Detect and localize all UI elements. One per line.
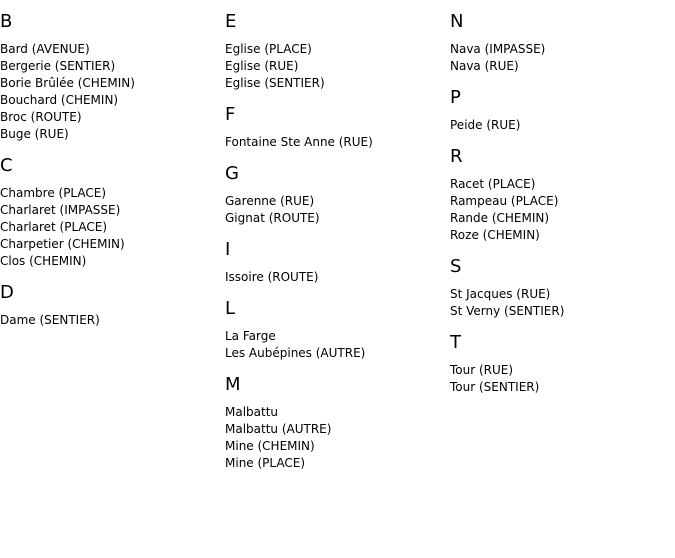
street-link[interactable]: St Jacques (RUE) bbox=[450, 287, 551, 301]
index-column-2 bbox=[225, 11, 445, 484]
street-link[interactable]: Roze (CHEMIN) bbox=[450, 228, 540, 242]
index-column-1 bbox=[0, 11, 220, 341]
street-link[interactable]: Garenne (RUE) bbox=[225, 194, 315, 208]
street-list bbox=[225, 328, 445, 362]
street-list bbox=[0, 312, 220, 329]
letter-heading: G bbox=[225, 163, 239, 184]
street-link[interactable]: Rampeau (PLACE) bbox=[450, 194, 559, 208]
letter-group-f bbox=[225, 104, 445, 151]
letter-group-i bbox=[225, 239, 445, 286]
street-list bbox=[225, 134, 445, 151]
street-link[interactable]: Tour (SENTIER) bbox=[450, 380, 540, 394]
street-list bbox=[0, 185, 220, 270]
street-link[interactable]: Chambre (PLACE) bbox=[0, 186, 107, 200]
letter-heading: F bbox=[225, 104, 236, 125]
letter-group-m bbox=[225, 374, 445, 472]
index-column-3 bbox=[450, 11, 670, 408]
letter-heading: E bbox=[225, 11, 237, 32]
street-link[interactable]: Buge (RUE) bbox=[0, 127, 69, 141]
letter-heading: D bbox=[0, 282, 14, 303]
street-link[interactable]: Nava (RUE) bbox=[450, 59, 519, 73]
letter-heading: P bbox=[450, 87, 461, 108]
street-list bbox=[450, 362, 670, 396]
street-link[interactable]: Bouchard (CHEMIN) bbox=[0, 93, 119, 107]
street-list bbox=[450, 41, 670, 75]
street-link[interactable]: Charlaret (IMPASSE) bbox=[0, 203, 121, 217]
letter-group-b bbox=[0, 11, 220, 143]
letter-heading: N bbox=[450, 11, 464, 32]
street-link[interactable]: Mine (PLACE) bbox=[225, 456, 306, 470]
letter-heading: M bbox=[225, 374, 241, 395]
street-link[interactable]: Issoire (ROUTE) bbox=[225, 270, 319, 284]
letter-heading: C bbox=[0, 155, 13, 176]
street-link[interactable]: Peide (RUE) bbox=[450, 118, 521, 132]
letter-heading: L bbox=[225, 298, 236, 319]
street-link[interactable]: Malbattu (AUTRE) bbox=[225, 422, 332, 436]
street-link[interactable]: Mine (CHEMIN) bbox=[225, 439, 315, 453]
letter-group-g bbox=[225, 163, 445, 227]
street-link[interactable]: Les Aubépines (AUTRE) bbox=[225, 346, 366, 360]
street-link[interactable]: Borie Brûlée (CHEMIN) bbox=[0, 76, 135, 90]
letter-group-r bbox=[450, 146, 670, 244]
street-link[interactable]: Eglise (RUE) bbox=[225, 59, 299, 73]
street-link[interactable]: Bard (AVENUE) bbox=[0, 42, 90, 56]
street-list bbox=[0, 41, 220, 143]
letter-group-n bbox=[450, 11, 670, 75]
letter-group-t bbox=[450, 332, 670, 396]
letter-group-s bbox=[450, 256, 670, 320]
street-link[interactable]: Charpetier (CHEMIN) bbox=[0, 237, 125, 251]
letter-heading: I bbox=[225, 239, 231, 260]
street-link[interactable]: Bergerie (SENTIER) bbox=[0, 59, 116, 73]
street-link[interactable]: Fontaine Ste Anne (RUE) bbox=[225, 135, 373, 149]
street-link[interactable]: St Verny (SENTIER) bbox=[450, 304, 565, 318]
street-link[interactable]: Eglise (SENTIER) bbox=[225, 76, 325, 90]
street-link[interactable]: Tour (RUE) bbox=[450, 363, 514, 377]
street-link[interactable]: Malbattu bbox=[225, 405, 279, 419]
letter-group-c bbox=[0, 155, 220, 270]
street-link[interactable]: Eglise (PLACE) bbox=[225, 42, 312, 56]
letter-heading: B bbox=[0, 11, 13, 32]
street-link[interactable]: Rande (CHEMIN) bbox=[450, 211, 550, 225]
letter-heading: S bbox=[450, 256, 462, 277]
letter-group-p bbox=[450, 87, 670, 134]
letter-heading: R bbox=[450, 146, 463, 167]
street-link[interactable]: Gignat (ROUTE) bbox=[225, 211, 320, 225]
street-link[interactable]: Clos (CHEMIN) bbox=[0, 254, 87, 268]
street-link[interactable]: Broc (ROUTE) bbox=[0, 110, 82, 124]
street-list bbox=[450, 176, 670, 244]
letter-group-e bbox=[225, 11, 445, 92]
street-list bbox=[225, 269, 445, 286]
street-link[interactable]: Charlaret (PLACE) bbox=[0, 220, 108, 234]
street-list bbox=[450, 117, 670, 134]
street-link[interactable]: La Farge bbox=[225, 329, 276, 343]
letter-heading: T bbox=[450, 332, 461, 353]
street-list bbox=[225, 404, 445, 472]
street-link[interactable]: Dame (SENTIER) bbox=[0, 313, 100, 327]
street-list bbox=[225, 193, 445, 227]
street-link[interactable]: Racet (PLACE) bbox=[450, 177, 536, 191]
letter-group-l bbox=[225, 298, 445, 362]
street-list bbox=[225, 41, 445, 92]
street-list bbox=[450, 286, 670, 320]
street-link[interactable]: Nava (IMPASSE) bbox=[450, 42, 546, 56]
letter-group-d bbox=[0, 282, 220, 329]
